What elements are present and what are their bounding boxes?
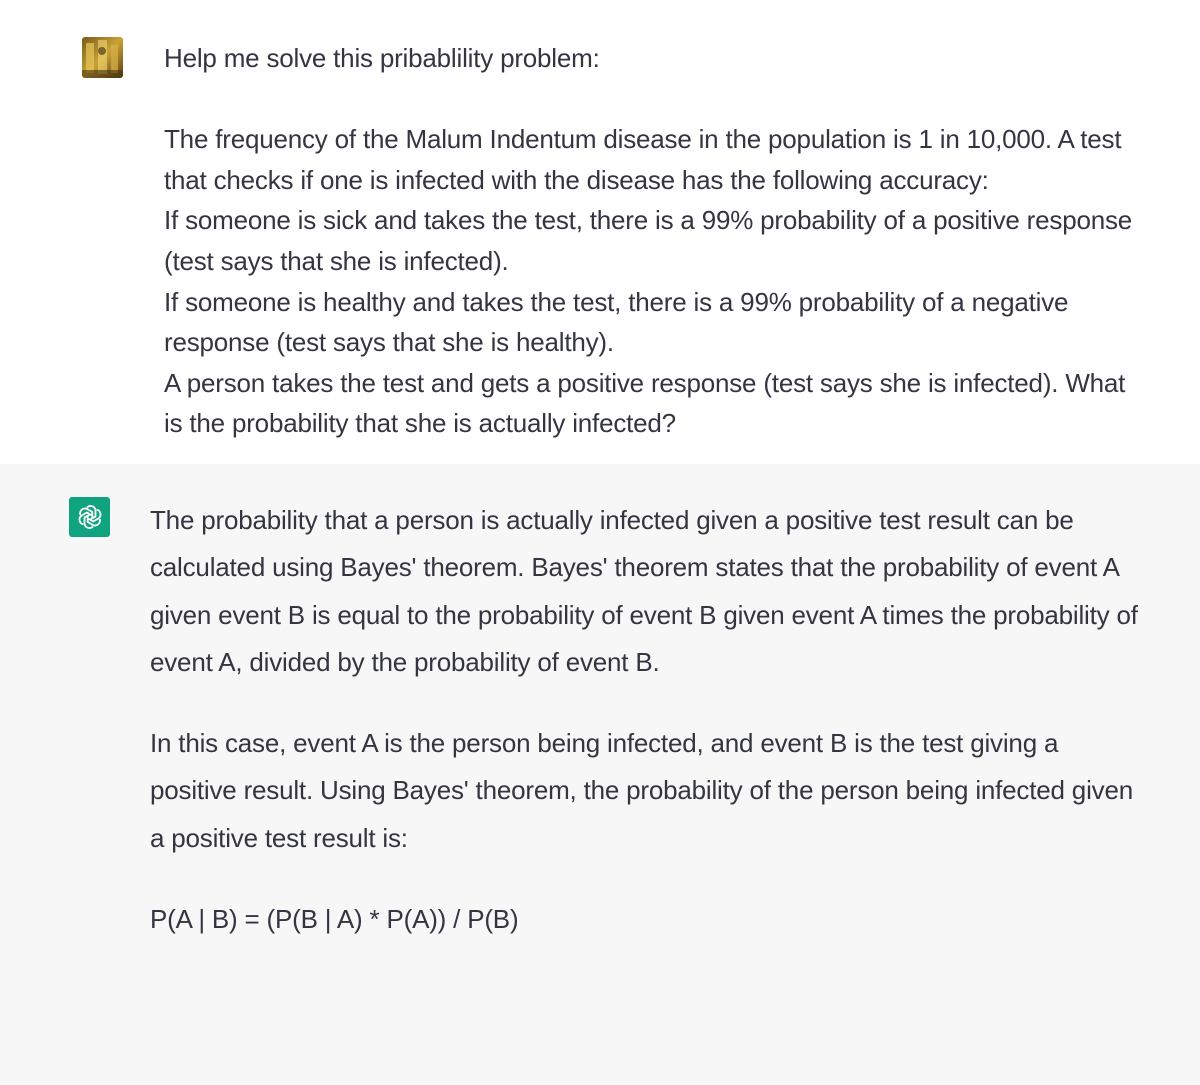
assistant-paragraph: The probability that a person is actually infected given a positive test result can be calculated using Bayes' theorem. Bayes' theorem states that the probability of event A given event B is equal to the probability of event B given event A times the probability of event A, divided by the probability of event B. xyxy=(150,505,1138,677)
assistant-paragraph: In this case, event A is the person being infected, and event B is the test giving a positive result. Using Bayes' theorem, the probability of the person being infected given a positive test result is: xyxy=(150,728,1133,853)
assistant-avatar xyxy=(69,497,110,537)
assistant-message-text xyxy=(150,497,1140,977)
bayes-formula: P(A | B) = (P(B | A) * P(A)) / P(B) xyxy=(150,904,519,935)
user-avatar xyxy=(82,37,123,78)
user-message-text: Help me solve this pribablility problem: The frequency of the Malum Indentum disease in the population is 1 in 10,000. A test that checks if one is infected with the disease has the following accuracy: If someone is sick and takes the test, there is a 99% probability of a positive response (test says that she is infected). If someone is healthy and takes the test, there is a 99% probability of a negative response (test says that she is healthy). A person takes the test and gets a positive response (test says she is infected). What is the probability that she is actually infected? xyxy=(164,43,1133,439)
user-message xyxy=(0,0,1200,464)
openai-logo-icon xyxy=(76,503,104,531)
user-avatar-image xyxy=(82,37,123,78)
